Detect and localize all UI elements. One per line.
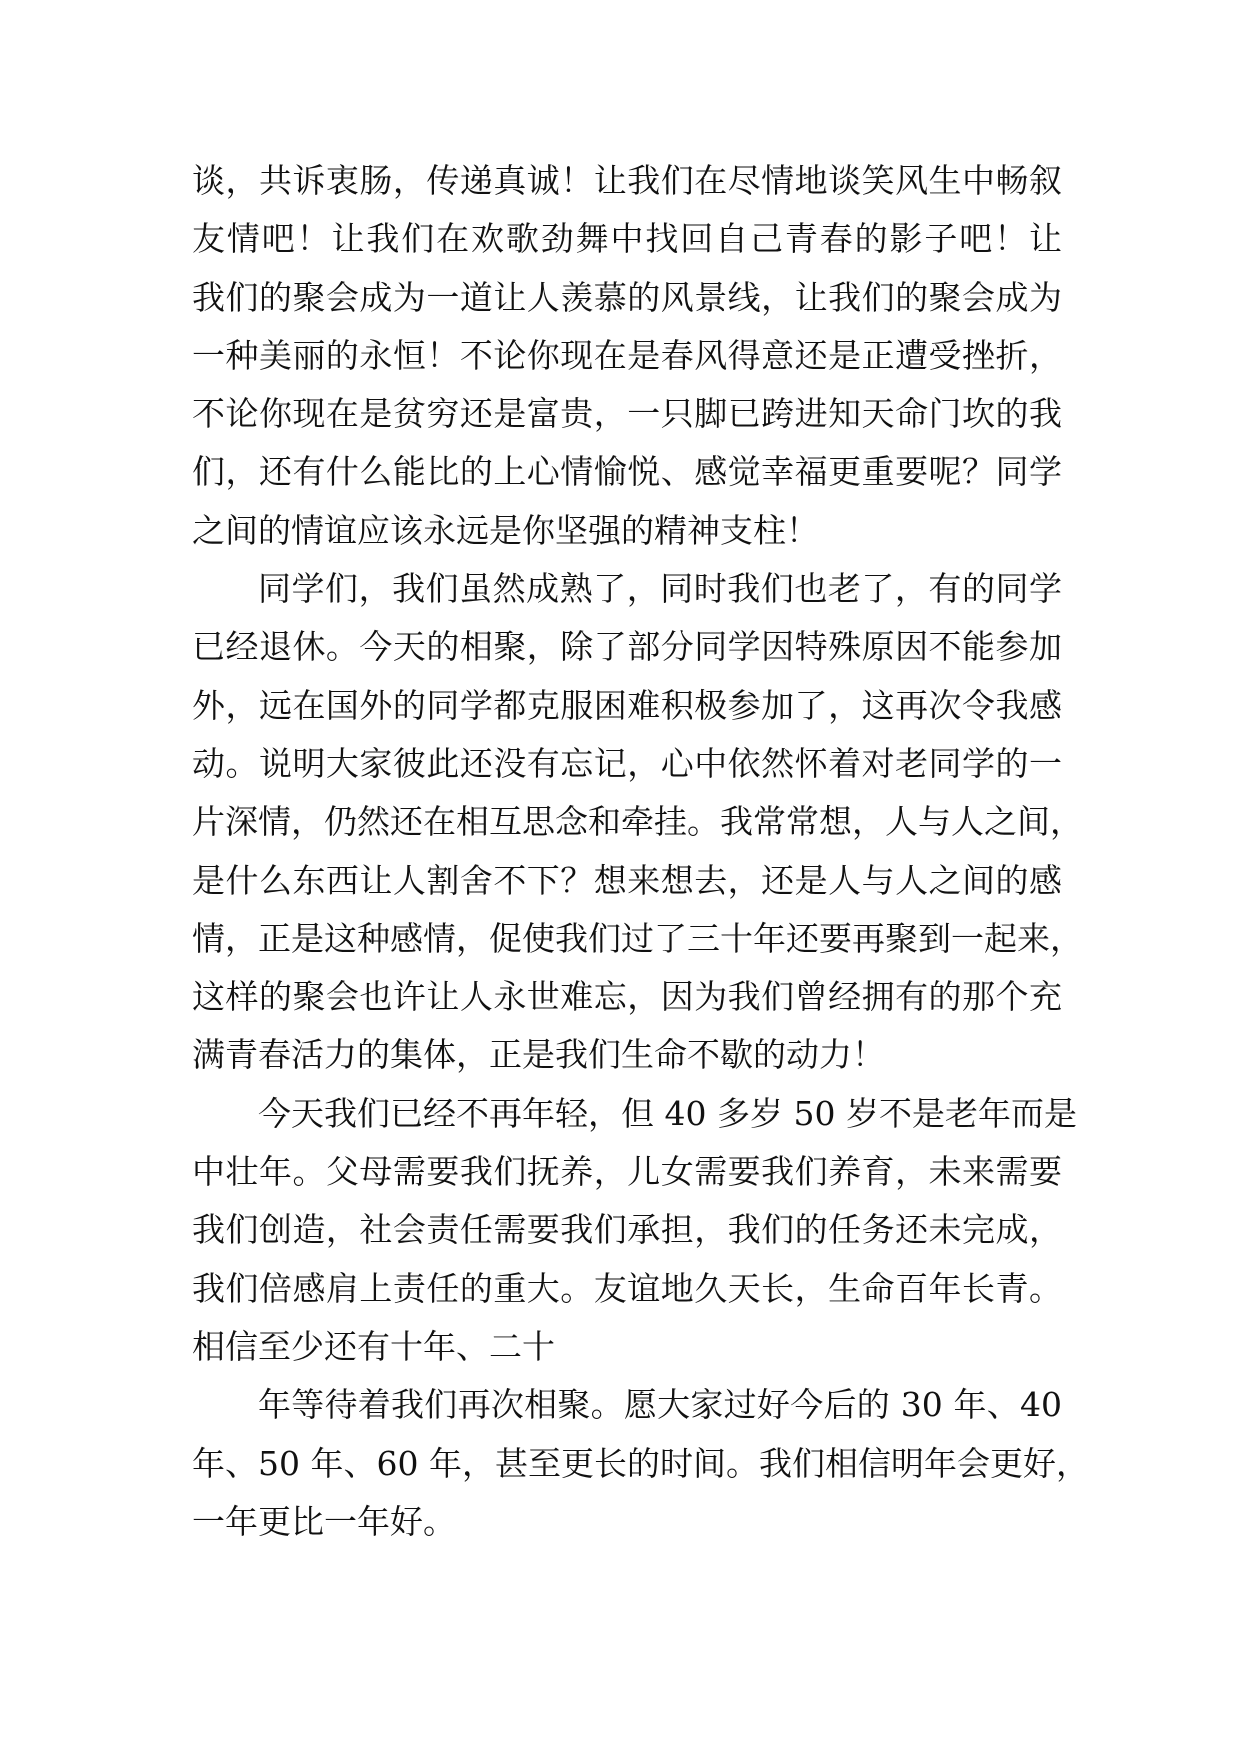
- text-line: 情，正是这种感情，促使我们过了三十年还要再聚到一起来，: [192, 918, 1083, 958]
- text-line: 这样的聚会也许让人永世难忘，因为我们曾经拥有的那个充: [192, 977, 1062, 1017]
- text-line: 我们创造，社会责任需要我们承担，我们的任务还未完成，: [192, 1210, 1062, 1250]
- text-line: 一种美丽的永恒！不论你现在是春风得意还是正遭受挫折，: [192, 335, 1062, 375]
- text-line: 动。说明大家彼此还没有忘记，心中依然怀着对老同学的一: [192, 743, 1062, 783]
- text-line: 一年更比一年好。: [192, 1501, 456, 1541]
- text-line: 我们倍感肩上责任的重大。友谊地久天长，生命百年长青。: [192, 1268, 1062, 1308]
- text-line: 不论你现在是贫穷还是富贵，一只脚已跨进知天命门坎的我: [192, 394, 1062, 434]
- text-line: 中壮年。父母需要我们抚养，儿女需要我们养育，未来需要: [192, 1152, 1062, 1192]
- document-body: [192, 152, 1089, 1551]
- paragraph-first-line: 同学们，我们虽然成熟了，同时我们也老了，有的同学: [258, 569, 1062, 609]
- text-line: 相信至少还有十年、二十: [192, 1326, 555, 1366]
- text-line: 谈，共诉衷肠，传递真诚！让我们在尽情地谈笑风生中畅叙: [192, 161, 1062, 200]
- text-line: 我们的聚会成为一道让人羡慕的风景线，让我们的聚会成为: [192, 277, 1062, 317]
- text-line: 友情吧！让我们在欢歌劲舞中找回自己青春的影子吧！让: [192, 219, 1062, 259]
- paragraph-first-line: 年等待着我们再次相聚。愿大家过好今后的 30 年、40: [258, 1385, 1062, 1425]
- text-line: 满青春活力的集体，正是我们生命不歇的动力！: [192, 1035, 885, 1075]
- text-line: 们，还有什么能比的上心情愉悦、感觉幸福更重要呢？同学: [192, 452, 1062, 492]
- text-line: 片深情，仍然还在相互思念和牵挂。我常常想，人与人之间，: [192, 802, 1083, 842]
- text-line: 已经退休。今天的相聚，除了部分同学因特殊原因不能参加: [192, 627, 1062, 667]
- text-line: 之间的情谊应该永远是你坚强的精神支柱！: [192, 510, 819, 550]
- text-line: 是什么东西让人割舍不下？想来想去，还是人与人之间的感: [192, 860, 1062, 900]
- text-line: 年、50 年、60 年，甚至更长的时间。我们相信明年会更好，: [192, 1443, 1089, 1483]
- paragraph-first-line: 今天我们已经不再年轻，但 40 多岁 50 岁不是老年而是: [258, 1093, 1077, 1133]
- text-line: 外，远在国外的同学都克服困难积极参加了，这再次令我感: [192, 685, 1062, 725]
